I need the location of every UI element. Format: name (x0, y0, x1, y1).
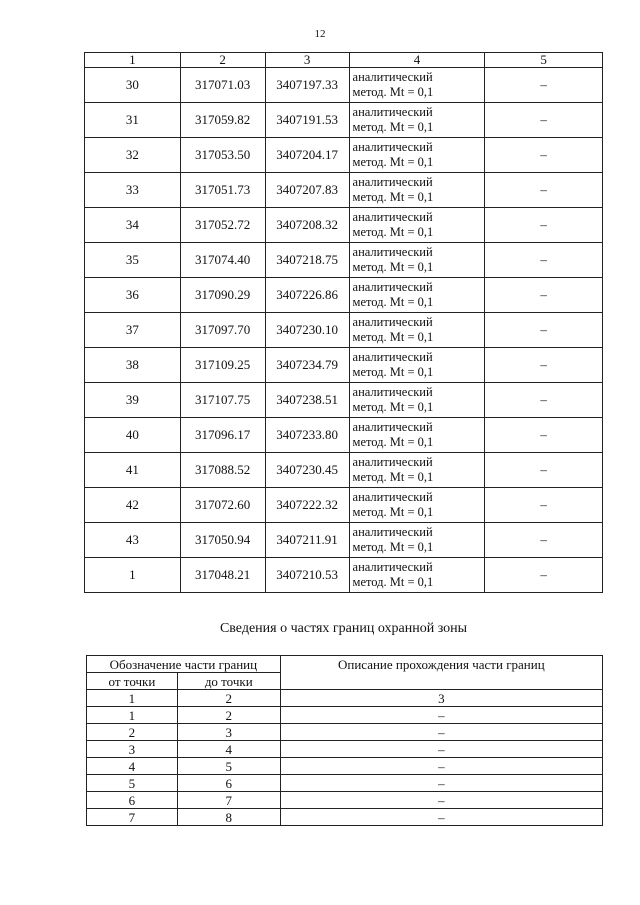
point-number-cell: 1 (85, 558, 181, 593)
note-cell: – (485, 313, 603, 348)
method-cell (349, 488, 485, 523)
table-row (85, 558, 603, 593)
to-point-cell: 2 (177, 707, 280, 724)
note-cell: – (485, 278, 603, 313)
x-coordinate-cell: 317074.40 (180, 243, 265, 278)
table-row (85, 278, 603, 313)
note-cell: – (485, 558, 603, 593)
note-cell: – (485, 243, 603, 278)
index-cell: 3 (280, 690, 602, 707)
table-row (87, 741, 603, 758)
method-cell (349, 68, 485, 103)
point-number-cell: 30 (85, 68, 181, 103)
index-cell: 1 (87, 690, 178, 707)
y-coordinate-cell: 3407234.79 (265, 348, 349, 383)
method-line-2: метод. Mt = 0,1 (352, 330, 434, 344)
column-header: 4 (349, 53, 485, 68)
x-coordinate-cell: 317052.72 (180, 208, 265, 243)
to-point-cell: 5 (177, 758, 280, 775)
to-point-cell: 7 (177, 792, 280, 809)
parts-index-row (87, 690, 603, 707)
table-row (87, 707, 603, 724)
x-coordinate-cell: 317051.73 (180, 173, 265, 208)
description-cell: – (280, 707, 602, 724)
table-row (87, 775, 603, 792)
y-coordinate-cell: 3407191.53 (265, 103, 349, 138)
y-coordinate-cell: 3407211.91 (265, 523, 349, 558)
note-cell: – (485, 418, 603, 453)
to-point-cell: 3 (177, 724, 280, 741)
note-cell: – (485, 173, 603, 208)
point-number-cell: 42 (85, 488, 181, 523)
method-line-1: аналитический (352, 385, 433, 399)
from-point-cell: 1 (87, 707, 178, 724)
method-cell (349, 418, 485, 453)
table-row (85, 523, 603, 558)
index-cell: 2 (177, 690, 280, 707)
table-row (85, 138, 603, 173)
parts-header-row (87, 656, 603, 673)
y-coordinate-cell: 3407207.83 (265, 173, 349, 208)
table-row (85, 208, 603, 243)
x-coordinate-cell: 317072.60 (180, 488, 265, 523)
from-point-header: от точки (87, 673, 178, 690)
point-number-cell: 35 (85, 243, 181, 278)
note-cell: – (485, 383, 603, 418)
column-header: 5 (485, 53, 603, 68)
from-point-cell: 3 (87, 741, 178, 758)
method-line-1: аналитический (352, 455, 433, 469)
method-line-1: аналитический (352, 525, 433, 539)
method-line-1: аналитический (352, 420, 433, 434)
table-row (85, 103, 603, 138)
method-cell (349, 348, 485, 383)
y-coordinate-cell: 3407230.10 (265, 313, 349, 348)
column-header: 2 (180, 53, 265, 68)
method-cell (349, 453, 485, 488)
y-coordinate-cell: 3407233.80 (265, 418, 349, 453)
column-header: 3 (265, 53, 349, 68)
method-line-1: аналитический (352, 70, 433, 84)
point-number-cell: 31 (85, 103, 181, 138)
method-line-2: метод. Mt = 0,1 (352, 365, 434, 379)
y-coordinate-cell: 3407197.33 (265, 68, 349, 103)
method-line-1: аналитический (352, 490, 433, 504)
method-line-2: метод. Mt = 0,1 (352, 120, 434, 134)
method-line-1: аналитический (352, 245, 433, 259)
description-cell: – (280, 724, 602, 741)
from-point-cell: 7 (87, 809, 178, 826)
method-line-2: метод. Mt = 0,1 (352, 470, 434, 484)
method-line-1: аналитический (352, 315, 433, 329)
table-row (87, 724, 603, 741)
method-cell (349, 383, 485, 418)
y-coordinate-cell: 3407208.32 (265, 208, 349, 243)
table-row (85, 313, 603, 348)
table-row (85, 68, 603, 103)
note-cell: – (485, 523, 603, 558)
method-line-2: метод. Mt = 0,1 (352, 260, 434, 274)
y-coordinate-cell: 3407226.86 (265, 278, 349, 313)
point-number-cell: 38 (85, 348, 181, 383)
y-coordinate-cell: 3407218.75 (265, 243, 349, 278)
note-cell: – (485, 453, 603, 488)
method-line-2: метод. Mt = 0,1 (352, 225, 434, 239)
description-cell: – (280, 741, 602, 758)
table-row (85, 488, 603, 523)
point-number-cell: 40 (85, 418, 181, 453)
to-point-header: до точки (177, 673, 280, 690)
point-number-cell: 39 (85, 383, 181, 418)
table-row (85, 173, 603, 208)
x-coordinate-cell: 317109.25 (180, 348, 265, 383)
x-coordinate-cell: 317048.21 (180, 558, 265, 593)
method-cell (349, 138, 485, 173)
x-coordinate-cell: 317059.82 (180, 103, 265, 138)
y-coordinate-cell: 3407238.51 (265, 383, 349, 418)
description-cell: – (280, 758, 602, 775)
method-line-2: метод. Mt = 0,1 (352, 295, 434, 309)
method-line-2: метод. Mt = 0,1 (352, 575, 434, 589)
from-point-cell: 2 (87, 724, 178, 741)
table-row (85, 348, 603, 383)
table-row (87, 792, 603, 809)
x-coordinate-cell: 317107.75 (180, 383, 265, 418)
y-coordinate-cell: 3407210.53 (265, 558, 349, 593)
to-point-cell: 6 (177, 775, 280, 792)
note-cell: – (485, 208, 603, 243)
y-coordinate-cell: 3407204.17 (265, 138, 349, 173)
method-line-1: аналитический (352, 140, 433, 154)
x-coordinate-cell: 317071.03 (180, 68, 265, 103)
x-coordinate-cell: 317096.17 (180, 418, 265, 453)
method-cell (349, 243, 485, 278)
point-number-cell: 43 (85, 523, 181, 558)
method-line-1: аналитический (352, 210, 433, 224)
method-cell (349, 278, 485, 313)
point-number-cell: 37 (85, 313, 181, 348)
table-row (87, 758, 603, 775)
point-number-cell: 33 (85, 173, 181, 208)
method-line-1: аналитический (352, 105, 433, 119)
x-coordinate-cell: 317053.50 (180, 138, 265, 173)
method-line-2: метод. Mt = 0,1 (352, 505, 434, 519)
page-number: 12 (314, 28, 326, 40)
y-coordinate-cell: 3407222.32 (265, 488, 349, 523)
description-cell: – (280, 792, 602, 809)
to-point-cell: 4 (177, 741, 280, 758)
description-cell: – (280, 775, 602, 792)
x-coordinate-cell: 317090.29 (180, 278, 265, 313)
method-cell (349, 523, 485, 558)
table-row (85, 418, 603, 453)
table-row (85, 383, 603, 418)
method-line-1: аналитический (352, 175, 433, 189)
note-cell: – (485, 138, 603, 173)
method-line-1: аналитический (352, 350, 433, 364)
note-cell: – (485, 348, 603, 383)
method-cell (349, 208, 485, 243)
to-point-cell: 8 (177, 809, 280, 826)
boundary-parts-table (86, 655, 603, 826)
coordinates-table (84, 52, 603, 593)
method-line-2: метод. Mt = 0,1 (352, 155, 434, 169)
from-point-cell: 5 (87, 775, 178, 792)
note-cell: – (485, 68, 603, 103)
method-line-2: метод. Mt = 0,1 (352, 435, 434, 449)
table-row (85, 453, 603, 488)
method-line-2: метод. Mt = 0,1 (352, 85, 434, 99)
method-cell (349, 173, 485, 208)
method-line-2: метод. Mt = 0,1 (352, 540, 434, 554)
y-coordinate-cell: 3407230.45 (265, 453, 349, 488)
method-line-2: метод. Mt = 0,1 (352, 190, 434, 204)
table-row (87, 809, 603, 826)
method-cell (349, 103, 485, 138)
method-line-1: аналитический (352, 280, 433, 294)
method-line-1: аналитический (352, 560, 433, 574)
method-cell (349, 558, 485, 593)
designation-header: Обозначение части границ (87, 656, 281, 673)
column-header: 1 (85, 53, 181, 68)
description-cell: – (280, 809, 602, 826)
method-line-2: метод. Mt = 0,1 (352, 400, 434, 414)
x-coordinate-cell: 317097.70 (180, 313, 265, 348)
point-number-cell: 32 (85, 138, 181, 173)
from-point-cell: 4 (87, 758, 178, 775)
point-number-cell: 34 (85, 208, 181, 243)
x-coordinate-cell: 317050.94 (180, 523, 265, 558)
note-cell: – (485, 103, 603, 138)
method-cell (349, 313, 485, 348)
table-row (85, 243, 603, 278)
section-title: Сведения о частях границ охранной зоны (219, 621, 468, 636)
from-point-cell: 6 (87, 792, 178, 809)
description-header: Описание прохождения части границ (280, 656, 602, 690)
point-number-cell: 36 (85, 278, 181, 313)
coordinates-header-row (85, 53, 603, 68)
point-number-cell: 41 (85, 453, 181, 488)
note-cell: – (485, 488, 603, 523)
x-coordinate-cell: 317088.52 (180, 453, 265, 488)
